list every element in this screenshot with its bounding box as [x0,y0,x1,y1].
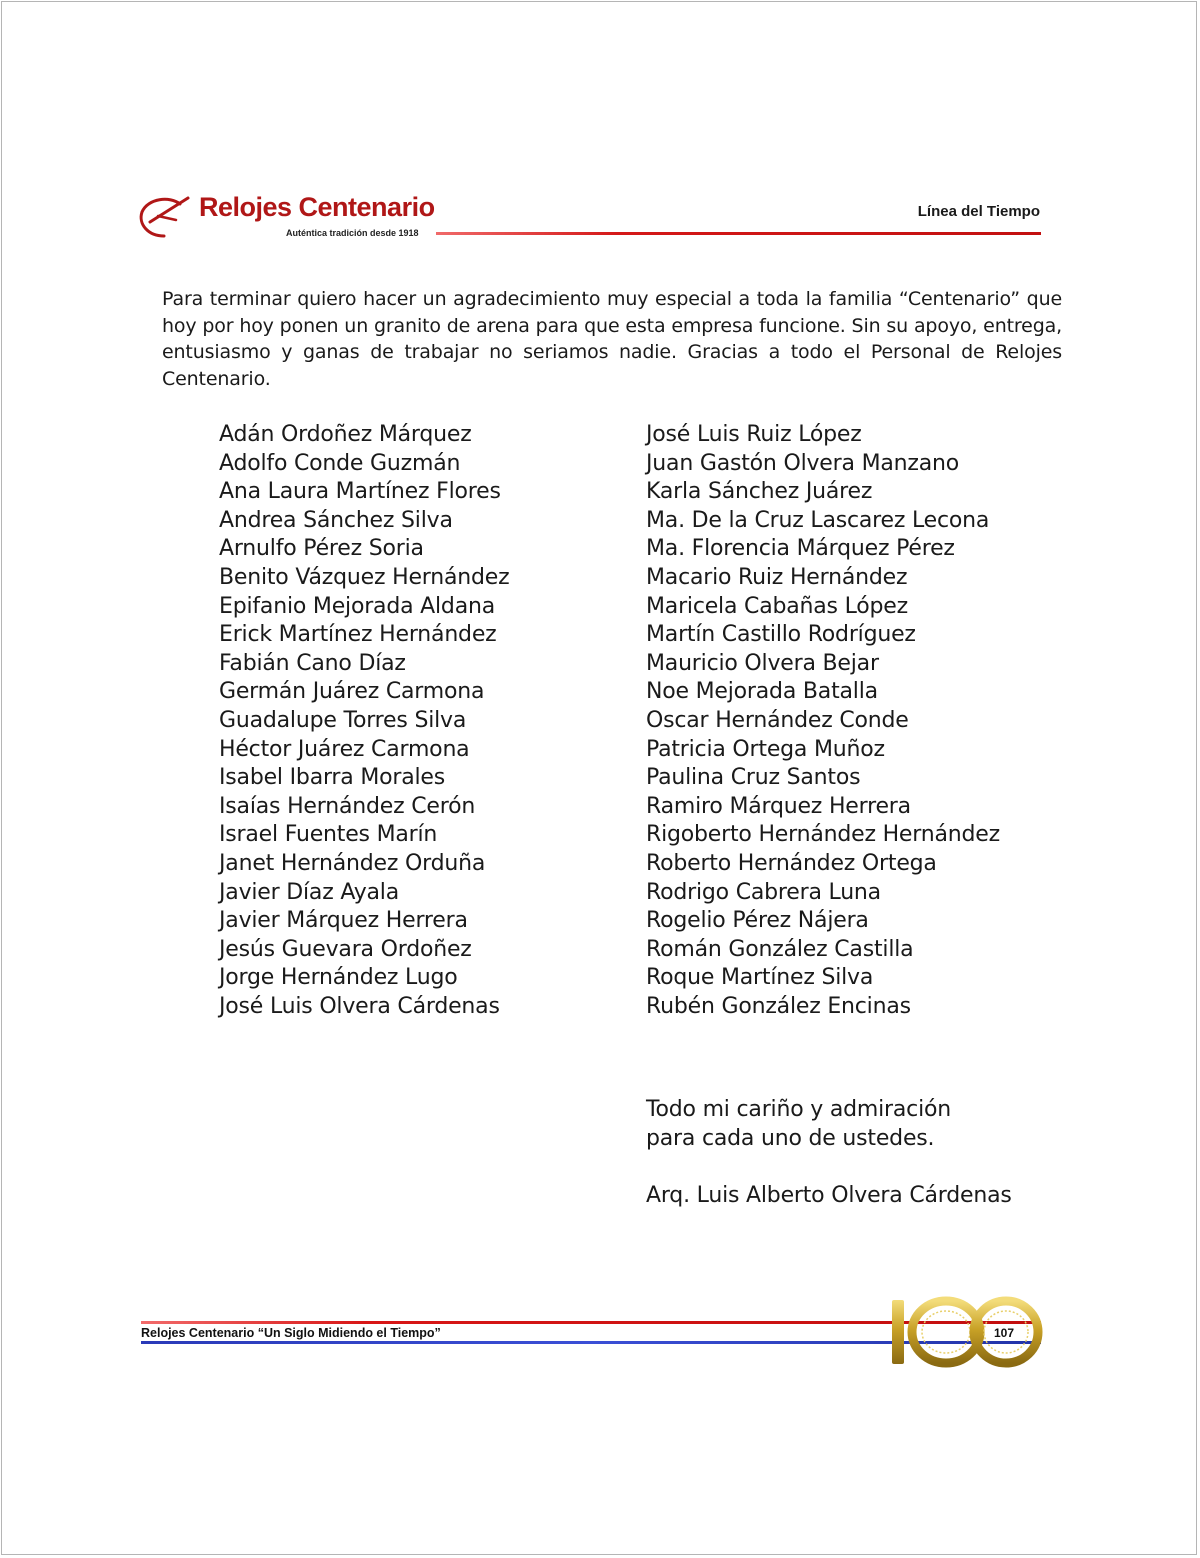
name-item: Martín Castillo Rodríguez [646,622,916,648]
name-item: Guadalupe Torres Silva [219,707,467,733]
name-item: Román González Castilla [646,936,914,962]
names-list-right [646,421,1000,1021]
name-item: Germán Juárez Carmona [219,679,485,705]
name-item: Ma. De la Cruz Lascarez Lecona [646,507,990,533]
name-item: Adán Ordoñez Márquez [219,422,472,447]
name-item: Arnulfo Pérez Soria [219,536,424,562]
name-item: Benito Vázquez Hernández [219,564,510,590]
name-item: Fabián Cano Díaz [219,650,406,676]
closing-line: para cada uno de ustedes. [646,1125,935,1151]
brand-tagline: Auténtica tradición desde 1918 [286,228,419,238]
brand-name: Relojes Centenario [199,192,435,222]
page-number: 107 [994,1326,1015,1340]
name-item: José Luis Olvera Cárdenas [219,993,500,1019]
section-title: Línea del Tiempo [917,203,1040,220]
name-item: Epifanio Mejorada Aldana [219,593,496,619]
name-item: Israel Fuentes Marín [219,822,438,848]
name-item: Rogelio Pérez Nájera [646,908,869,934]
name-item: Héctor Juárez Carmona [219,736,470,762]
name-item: Jesús Guevara Ordoñez [219,936,472,962]
name-item: José Luis Ruiz López [646,422,862,447]
clock-hand-logo-icon [136,190,192,242]
name-item: Rubén González Encinas [646,993,911,1019]
name-item: Ma. Florencia Márquez Pérez [646,536,955,562]
name-item: Javier Márquez Herrera [219,908,468,934]
name-item: Paulina Cruz Santos [646,765,861,791]
name-item: Juan Gastón Olvera Manzano [646,450,960,476]
closing-message [646,1096,951,1153]
name-item: Janet Hernández Orduña [219,850,486,876]
name-item: Rodrigo Cabrera Luna [646,879,881,905]
name-item: Maricela Cabañas López [646,593,908,619]
name-item: Isabel Ibarra Morales [219,765,446,791]
name-item: Adolfo Conde Guzmán [219,450,461,476]
name-item: Roberto Hernández Ortega [646,850,937,876]
name-item: Mauricio Olvera Bejar [646,650,879,676]
name-item: Oscar Hernández Conde [646,707,909,733]
name-item: Andrea Sánchez Silva [219,507,453,533]
name-item: Jorge Hernández Lugo [219,965,458,991]
name-item: Ramiro Márquez Herrera [646,793,911,819]
name-item: Patricia Ortega Muñoz [646,736,885,762]
name-item: Macario Ruiz Hernández [646,564,908,590]
name-item: Erick Martínez Hernández [219,622,497,648]
centenary-100-emblem-icon [888,1296,1044,1368]
name-item: Noe Mejorada Batalla [646,679,878,705]
signature: Arq. Luis Alberto Olvera Cárdenas [646,1183,1012,1208]
name-item: Roque Martínez Silva [646,965,874,991]
name-item: Rigoberto Hernández Hernández [646,822,1000,848]
name-item: Isaías Hernández Cerón [219,793,476,819]
footer-text: Relojes Centenario “Un Siglo Midiendo el Tiempo” [141,1326,441,1340]
name-item: Karla Sánchez Juárez [646,479,873,505]
names-list-left [219,421,509,1021]
header-divider [436,232,1041,235]
closing-line: Todo mi cariño y admiración [646,1097,951,1122]
name-item: Javier Díaz Ayala [219,879,400,905]
name-item: Ana Laura Martínez Flores [219,479,501,505]
intro-paragraph: Para terminar quiero hacer un agradecimiento muy especial a toda la familia “Centenario” que hoy por hoy ponen un granito de arena para que esta empresa funcione. Sin su apoyo, entrega, entusiasmo y ganas de trabajar no seriamos nadie. Gracias a todo el Personal de Relojes Centenario. [162,288,1062,390]
